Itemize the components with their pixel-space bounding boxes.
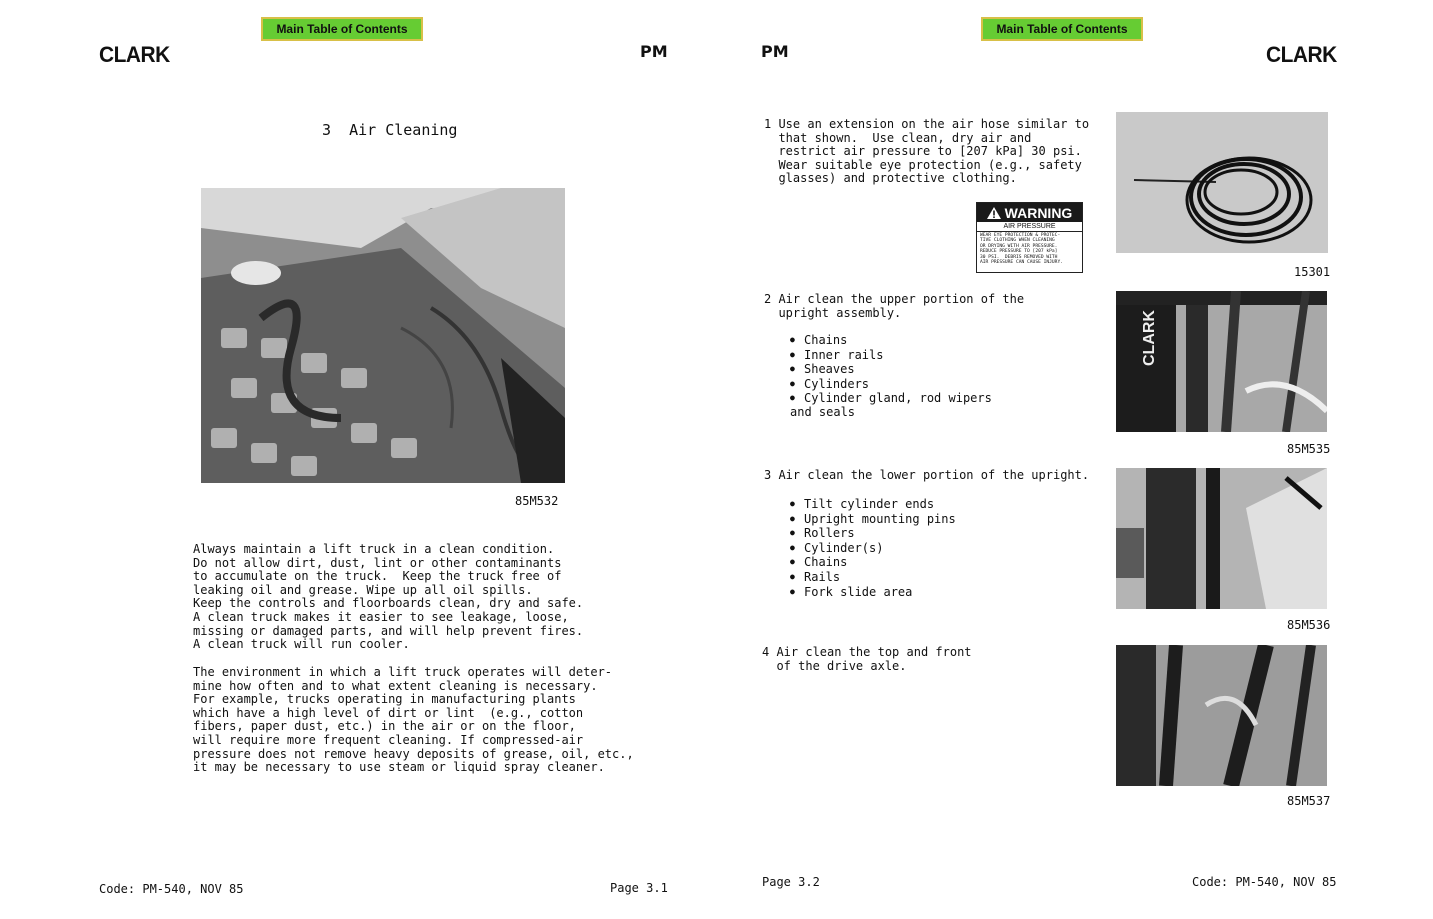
air-pressure-warning-label <box>976 202 1083 273</box>
photo-caption-85m535: 85M535 <box>1287 442 1331 456</box>
list-item: ● Cylinder gland, rod wipers and seals <box>790 391 992 419</box>
list-item: ● Cylinder(s) <box>790 541 956 556</box>
list-item: ● Cylinders <box>790 377 992 392</box>
photo-caption-15301: 15301 <box>1294 265 1331 279</box>
step-3-text: 3 Air clean the lower portion of the upright. <box>764 468 1090 482</box>
clark-logo-right: CLARK <box>1266 42 1337 67</box>
cleaning-paragraph-1: Always maintain a lift truck in a clean condition. Do not allow dirt, dust, lint or other contaminants to accumulate on the truck. Keep the truck free of leaking oil and grease. Wipe up all oil spills. Keep the controls and floorboards clean, dry and safe. A clean truck makes it easier to see leakage, loose, missing or damaged parts, and will help prevent fires. A clean truck will run cooler. <box>193 542 584 652</box>
footer-page-right: Page 3.2 <box>762 875 820 889</box>
list-item: ● Upright mounting pins <box>790 512 956 527</box>
main-table-of-contents-button-right[interactable]: Main Table of Contents <box>981 17 1143 41</box>
warning-text: WEAR EYE PROTECTION & PROTEC- TIVE CLOTHING WHEN CLEANING OR DRYING WITH AIR PRESSURE. REDUCE PRESSURE TO [207 kPa] 30 PSI. DEBRIS REMOVED WITH AIR PRESSURE CAN CAUSE INJURY. <box>980 233 1063 266</box>
list-item: ● Chains <box>790 555 956 570</box>
step-2-text: 2 Air clean the upper portion of the upright assembly. <box>764 292 1025 320</box>
photo-caption-85m532: 85M532 <box>515 494 559 508</box>
step-4-text: 4 Air clean the top and front of the drive axle. <box>762 645 972 673</box>
photo-caption-85m536: 85M536 <box>1287 618 1331 632</box>
upright-lower-photo <box>1116 468 1327 609</box>
svg-text:CLARK: CLARK <box>1141 310 1158 366</box>
footer-page-left: Page 3.1 <box>610 881 668 895</box>
list-item: ● Tilt cylinder ends <box>790 497 956 512</box>
battery-compartment-photo <box>201 188 565 483</box>
drive-axle-photo <box>1116 645 1327 786</box>
cleaning-paragraph-2: The environment in which a lift truck operates will deter- mine how often and to what extent cleaning is necessary. For example, trucks operating in manufacturing plants which have a high level of dirt or lint (e.g., cotton fibers, paper dust, etc.) in the air or on the floor, will require more frequent cleaning. If compressed-air pressure does not remove heavy deposits of grease, oil, etc., it may be necessary to use steam or liquid spray cleaner. <box>193 665 634 775</box>
list-item: ● Fork slide area <box>790 585 956 600</box>
footer-code-right: Code: PM-540, NOV 85 <box>1192 875 1337 889</box>
warning-triangle-icon <box>987 207 1001 219</box>
air-hose-photo <box>1116 112 1328 253</box>
step-2-list <box>790 333 992 420</box>
list-item: ● Rollers <box>790 526 956 541</box>
footer-code-left: Code: PM-540, NOV 85 <box>99 882 244 896</box>
photo-caption-85m537: 85M537 <box>1287 794 1331 808</box>
clark-logo-left: CLARK <box>99 42 170 67</box>
main-table-of-contents-button-left[interactable]: Main Table of Contents <box>261 17 423 41</box>
header-code-right: PM <box>761 42 789 61</box>
list-item: ● Chains <box>790 333 992 348</box>
warning-subtitle: AIR PRESSURE <box>977 222 1082 232</box>
list-item: ● Inner rails <box>790 348 992 363</box>
list-item: ● Rails <box>790 570 956 585</box>
step-1-text: 1 Use an extension on the air hose similar to that shown. Use clean, dry air and restrict air pressure to [207 kPa] 30 psi. Wear suitable eye protection (e.g., safety glasses) and protective clothing. <box>764 117 1090 186</box>
section-title: 3 Air Cleaning <box>322 121 458 139</box>
list-item: ● Sheaves <box>790 362 992 377</box>
warning-title: WARNING <box>1004 204 1073 221</box>
step-3-list <box>790 497 956 599</box>
upright-upper-photo <box>1116 291 1327 432</box>
header-code-left: PM <box>640 42 668 61</box>
